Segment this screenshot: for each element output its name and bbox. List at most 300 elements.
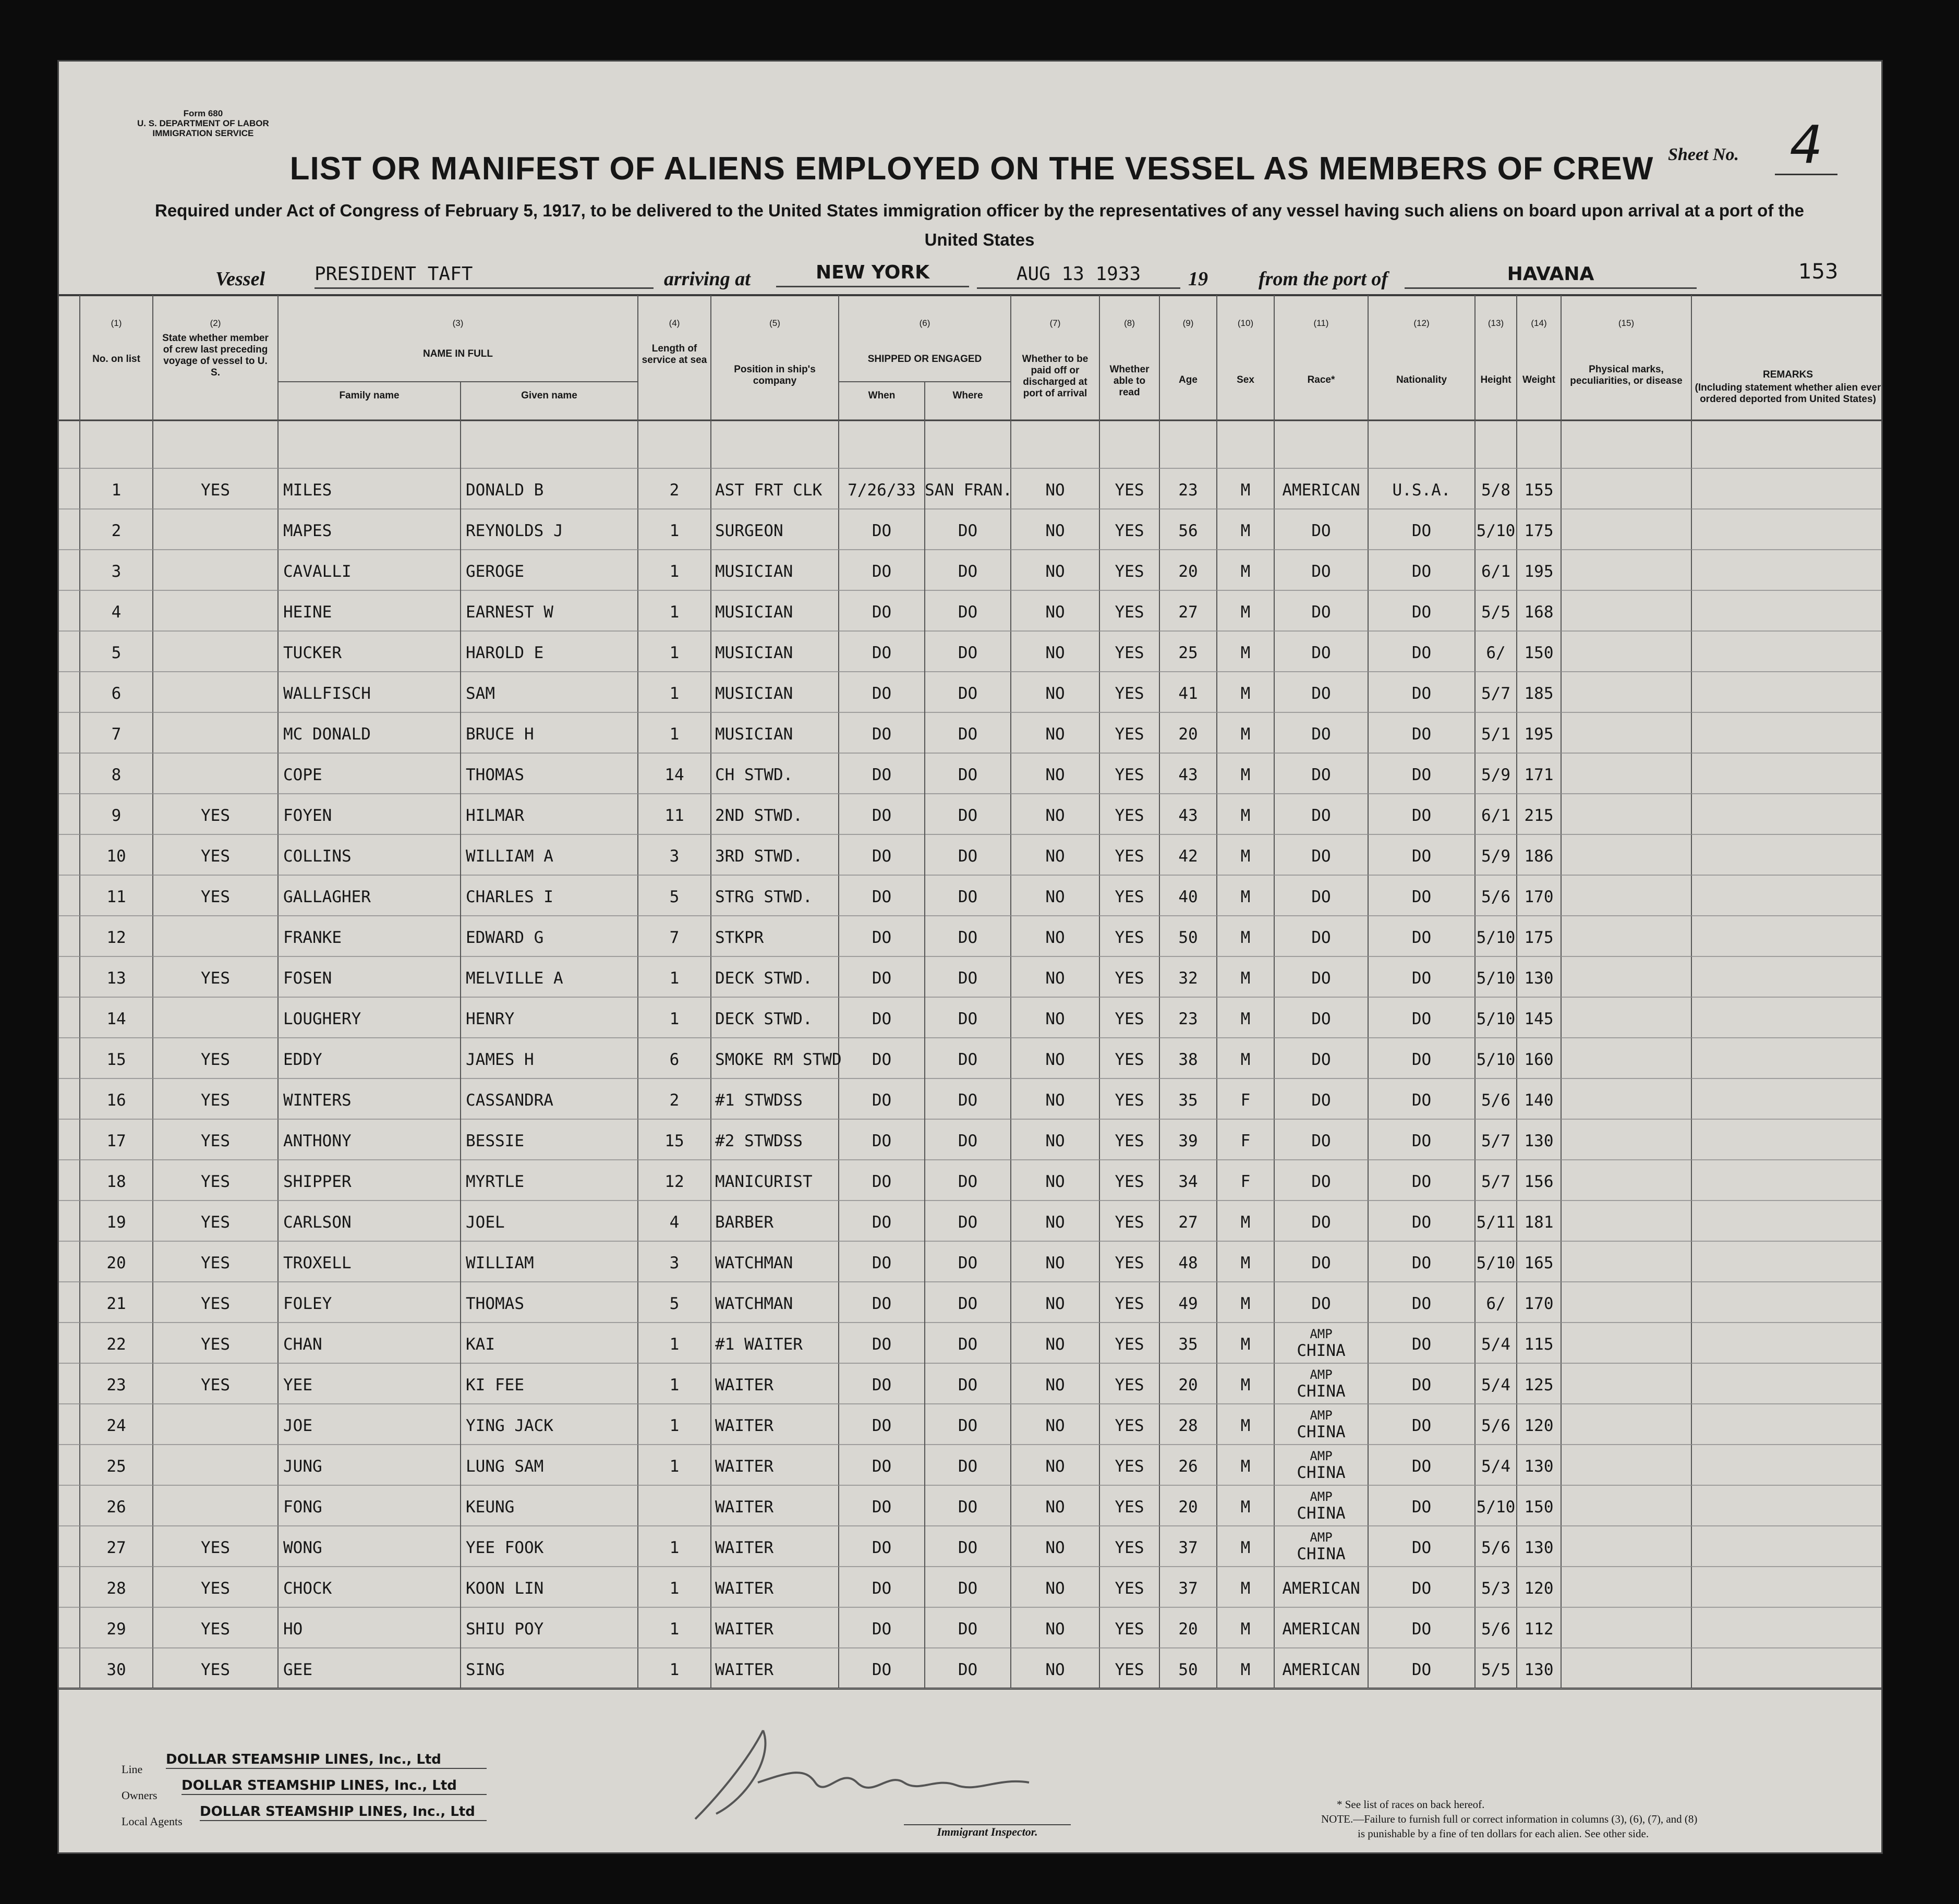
- row-family-name: ANTHONY: [283, 1132, 352, 1150]
- row-position: WAITER: [715, 1376, 773, 1394]
- row-able-to-read: YES: [1115, 1660, 1144, 1679]
- row-state: YES: [201, 1376, 230, 1394]
- row-able-to-read: YES: [1115, 1538, 1144, 1557]
- row-able-to-read: YES: [1115, 684, 1144, 703]
- row-family-name: FONG: [283, 1498, 322, 1517]
- row-number: 14: [106, 1010, 126, 1028]
- row-state: YES: [201, 1538, 230, 1557]
- row-race: DO: [1311, 928, 1331, 947]
- row-number: 24: [106, 1416, 126, 1435]
- row-position: MUSICIAN: [715, 644, 793, 662]
- row-weight: 215: [1524, 806, 1554, 825]
- row-length-of-service: 1: [669, 1620, 680, 1639]
- row-where: DO: [958, 847, 978, 866]
- column-number: (10): [1237, 318, 1254, 328]
- form-number: Form 680: [183, 108, 223, 118]
- row-sex: M: [1240, 1416, 1251, 1435]
- row-when: DO: [872, 644, 892, 662]
- row-sex: M: [1240, 1579, 1251, 1598]
- column-number: (15): [1618, 318, 1635, 328]
- row-when: DO: [872, 1660, 892, 1679]
- row-length-of-service: 5: [669, 1294, 680, 1313]
- row-length-of-service: 1: [669, 1660, 680, 1679]
- row-nationality: DO: [1411, 1538, 1432, 1557]
- row-family-name: HEINE: [283, 603, 332, 622]
- row-given-name: CASSANDRA: [466, 1091, 553, 1110]
- row-race: DO: [1311, 1050, 1331, 1069]
- row-sex: M: [1240, 1498, 1251, 1517]
- row-number: 29: [106, 1620, 126, 1639]
- row-race: DO: [1311, 1172, 1331, 1191]
- row-length-of-service: 12: [664, 1172, 684, 1191]
- row-able-to-read: YES: [1115, 603, 1144, 622]
- row-position: WATCHMAN: [715, 1254, 793, 1272]
- date-field: [977, 261, 1180, 289]
- row-height: 6/: [1486, 644, 1506, 662]
- row-weight: 130: [1524, 1660, 1554, 1679]
- row-number: 28: [106, 1579, 126, 1598]
- row-given-name: GEROGE: [466, 562, 524, 581]
- row-given-name: THOMAS: [466, 766, 524, 784]
- header-when: When: [868, 390, 896, 401]
- row-where: DO: [958, 1579, 978, 1598]
- row-length-of-service: 7: [669, 928, 680, 947]
- row-sex: M: [1240, 806, 1251, 825]
- row-given-name: EDWARD G: [466, 928, 544, 947]
- row-race: DO: [1311, 1254, 1331, 1272]
- row-where: SAN FRAN.: [925, 481, 1012, 500]
- row-able-to-read: YES: [1115, 1213, 1144, 1232]
- row-able-to-read: YES: [1115, 1579, 1144, 1598]
- row-height: 5/6: [1481, 1620, 1510, 1639]
- row-nationality: DO: [1411, 1416, 1432, 1435]
- row-age: 20: [1178, 562, 1198, 581]
- row-weight: 181: [1524, 1213, 1554, 1232]
- row-paid-off: NO: [1045, 1050, 1065, 1069]
- row-nationality: DO: [1411, 1335, 1432, 1354]
- row-nationality: DO: [1411, 766, 1432, 784]
- row-age: 49: [1178, 1294, 1198, 1313]
- row-number: 30: [106, 1660, 126, 1679]
- row-position: SMOKE RM STWD: [715, 1050, 842, 1069]
- header-state-preceding-voyage: State whether member of crew last preceding voyage of vessel to U. S.: [162, 333, 269, 378]
- row-where: DO: [958, 1050, 978, 1069]
- row-weight: 160: [1524, 1050, 1554, 1069]
- row-sex: M: [1240, 644, 1251, 662]
- owners-label: Owners: [122, 1789, 158, 1802]
- column-number: (13): [1488, 318, 1504, 328]
- arrival-port: NEW YORK: [776, 260, 969, 287]
- row-weight: 130: [1524, 1538, 1554, 1557]
- header-length-of-service: Length of service at sea: [642, 343, 707, 366]
- row-position: WAITER: [715, 1620, 773, 1639]
- row-nationality: DO: [1411, 1294, 1432, 1313]
- row-weight: 150: [1524, 1498, 1554, 1517]
- column-number: (5): [769, 318, 780, 328]
- row-weight: 175: [1524, 522, 1554, 540]
- row-number: 17: [106, 1132, 126, 1150]
- row-sex: F: [1240, 1091, 1251, 1110]
- header-able-to-read: Whether able to read: [1109, 364, 1150, 398]
- column-number: (12): [1413, 318, 1430, 328]
- row-family-name: TUCKER: [283, 644, 342, 662]
- arriving-field: [776, 260, 969, 287]
- penalty-note-cont: is punishable by a fine of ten dollars for each alien. See other side.: [1358, 1827, 1649, 1840]
- row-able-to-read: YES: [1115, 1457, 1144, 1476]
- header-where: Where: [952, 390, 983, 401]
- row-where: DO: [958, 1335, 978, 1354]
- row-position: CH STWD.: [715, 766, 793, 784]
- row-able-to-read: YES: [1115, 928, 1144, 947]
- row-able-to-read: YES: [1115, 644, 1144, 662]
- row-length-of-service: 4: [669, 1213, 680, 1232]
- row-sex: M: [1240, 1457, 1251, 1476]
- header-family-name: Family name: [339, 390, 400, 401]
- row-paid-off: NO: [1045, 1457, 1065, 1476]
- row-when: DO: [872, 1620, 892, 1639]
- row-race: DO: [1311, 1010, 1331, 1028]
- row-age: 35: [1178, 1091, 1198, 1110]
- row-when: DO: [872, 1091, 892, 1110]
- row-given-name: BRUCE H: [466, 725, 534, 744]
- inspector-label: Immigrant Inspector.: [904, 1824, 1071, 1839]
- row-number: 7: [111, 725, 122, 744]
- row-able-to-read: YES: [1115, 1050, 1144, 1069]
- row-state: YES: [201, 1579, 230, 1598]
- row-height: 6/1: [1481, 562, 1510, 581]
- vessel-field: [315, 261, 654, 289]
- row-state: YES: [201, 1294, 230, 1313]
- header-name-in-full: NAME IN FULL: [422, 348, 493, 359]
- row-length-of-service: 1: [669, 562, 680, 581]
- row-race: DO: [1311, 847, 1331, 866]
- row-given-name: LUNG SAM: [466, 1457, 544, 1476]
- row-length-of-service: 3: [669, 847, 680, 866]
- row-given-name: CHARLES I: [466, 888, 553, 906]
- row-height: 5/4: [1481, 1376, 1510, 1394]
- header-remarks: REMARKS: [1762, 369, 1813, 380]
- row-nationality: DO: [1411, 1660, 1432, 1679]
- column-number: (1): [111, 318, 122, 328]
- row-race: CHINA: [1297, 1463, 1346, 1482]
- row-nationality: DO: [1411, 1132, 1432, 1150]
- row-race: AMERICAN: [1282, 1579, 1360, 1598]
- row-paid-off: NO: [1045, 684, 1065, 703]
- row-where: DO: [958, 1620, 978, 1639]
- row-position: WAITER: [715, 1660, 773, 1679]
- row-race: DO: [1311, 806, 1331, 825]
- row-family-name: LOUGHERY: [283, 1010, 361, 1028]
- row-when: DO: [872, 1050, 892, 1069]
- row-weight: 112: [1524, 1620, 1554, 1639]
- row-nationality: DO: [1411, 644, 1432, 662]
- row-paid-off: NO: [1045, 562, 1065, 581]
- row-height: 5/6: [1481, 1091, 1510, 1110]
- row-weight: 175: [1524, 928, 1554, 947]
- row-height: 5/7: [1481, 1172, 1510, 1191]
- column-number: (4): [669, 318, 680, 328]
- row-family-name: CHAN: [283, 1335, 322, 1354]
- row-family-name: CARLSON: [283, 1213, 352, 1232]
- row-race: DO: [1311, 969, 1331, 988]
- row-family-name: GEE: [283, 1660, 312, 1679]
- row-age: 42: [1178, 847, 1198, 866]
- header-shipped-or-engaged: SHIPPED OR ENGAGED: [867, 354, 982, 365]
- row-family-name: SHIPPER: [283, 1172, 352, 1191]
- row-nationality: DO: [1411, 603, 1432, 622]
- row-length-of-service: 1: [669, 684, 680, 703]
- row-sex: M: [1240, 1254, 1251, 1272]
- row-sex: M: [1240, 522, 1251, 540]
- local-agents-label: Local Agents: [122, 1815, 183, 1828]
- row-number: 9: [111, 806, 122, 825]
- row-family-name: WINTERS: [283, 1091, 352, 1110]
- row-given-name: MYRTLE: [466, 1172, 524, 1191]
- row-height: 5/7: [1481, 1132, 1510, 1150]
- row-height: 5/9: [1481, 766, 1510, 784]
- row-nationality: DO: [1411, 1579, 1432, 1598]
- row-able-to-read: YES: [1115, 847, 1144, 866]
- row-length-of-service: 1: [669, 644, 680, 662]
- row-age: 25: [1178, 644, 1198, 662]
- row-number: 16: [106, 1091, 126, 1110]
- row-state: YES: [201, 1660, 230, 1679]
- row-position: WAITER: [715, 1416, 773, 1435]
- row-length-of-service: 1: [669, 1416, 680, 1435]
- row-paid-off: NO: [1045, 644, 1065, 662]
- row-position: STKPR: [715, 928, 764, 947]
- row-race: CHINA: [1297, 1423, 1346, 1441]
- row-length-of-service: 1: [669, 1335, 680, 1354]
- arrival-date: AUG 13 1933: [977, 261, 1180, 289]
- row-state: YES: [201, 1335, 230, 1354]
- row-nationality: DO: [1411, 1620, 1432, 1639]
- row-given-name: WILLIAM A: [466, 847, 553, 866]
- row-paid-off: NO: [1045, 1172, 1065, 1191]
- row-race: AMERICAN: [1282, 1620, 1360, 1639]
- row-age: 28: [1178, 1416, 1198, 1435]
- departure-port: HAVANA: [1405, 261, 1697, 289]
- row-weight: 156: [1524, 1172, 1554, 1191]
- row-state: YES: [201, 847, 230, 866]
- row-where: DO: [958, 1416, 978, 1435]
- row-family-name: JOE: [283, 1416, 312, 1435]
- row-given-name: WILLIAM: [466, 1254, 534, 1272]
- row-number: 12: [106, 928, 126, 947]
- row-age: 56: [1178, 522, 1198, 540]
- row-sex: M: [1240, 1660, 1251, 1679]
- row-height: 5/1: [1481, 725, 1510, 744]
- row-number: 8: [111, 766, 122, 784]
- row-age: 37: [1178, 1579, 1198, 1598]
- row-given-name: KAI: [466, 1335, 495, 1354]
- row-paid-off: NO: [1045, 888, 1065, 906]
- row-race-annotation: AMP: [1310, 1327, 1333, 1341]
- row-height: 5/3: [1481, 1579, 1510, 1598]
- row-where: DO: [958, 603, 978, 622]
- row-race: CHINA: [1297, 1545, 1346, 1563]
- row-age: 20: [1178, 1376, 1198, 1394]
- row-family-name: MAPES: [283, 522, 332, 540]
- row-nationality: DO: [1411, 562, 1432, 581]
- row-age: 27: [1178, 603, 1198, 622]
- row-sex: M: [1240, 766, 1251, 784]
- row-family-name: MC DONALD: [283, 725, 371, 744]
- row-where: DO: [958, 1132, 978, 1150]
- row-paid-off: NO: [1045, 1335, 1065, 1354]
- row-paid-off: NO: [1045, 1010, 1065, 1028]
- row-position: #1 WAITER: [715, 1335, 803, 1354]
- row-age: 23: [1178, 1010, 1198, 1028]
- row-given-name: THOMAS: [466, 1294, 524, 1313]
- row-family-name: GALLAGHER: [283, 888, 371, 906]
- header-remarks-sub: (Including statement whether alien ever ordered deported from United States): [1695, 382, 1881, 405]
- row-weight: 155: [1524, 481, 1554, 500]
- row-where: DO: [958, 1660, 978, 1679]
- row-paid-off: NO: [1045, 603, 1065, 622]
- row-state: YES: [201, 1213, 230, 1232]
- row-position: 2ND STWD.: [715, 806, 803, 825]
- row-length-of-service: 2: [669, 1091, 680, 1110]
- row-family-name: HO: [283, 1620, 303, 1639]
- row-when: DO: [872, 1132, 892, 1150]
- row-given-name: JOEL: [466, 1213, 505, 1232]
- row-length-of-service: 1: [669, 1457, 680, 1476]
- row-weight: 130: [1524, 1132, 1554, 1150]
- row-sex: F: [1240, 1172, 1251, 1191]
- row-where: DO: [958, 1457, 978, 1476]
- row-height: 5/10: [1476, 522, 1516, 540]
- row-race: AMERICAN: [1282, 1660, 1360, 1679]
- row-race: DO: [1311, 603, 1331, 622]
- row-weight: 140: [1524, 1091, 1554, 1110]
- row-height: 5/10: [1476, 1254, 1516, 1272]
- row-race: CHINA: [1297, 1504, 1346, 1523]
- row-when: DO: [872, 1579, 892, 1598]
- row-able-to-read: YES: [1115, 1498, 1144, 1517]
- row-weight: 130: [1524, 1457, 1554, 1476]
- row-height: 5/7: [1481, 684, 1510, 703]
- row-able-to-read: YES: [1115, 1132, 1144, 1150]
- row-weight: 120: [1524, 1579, 1554, 1598]
- row-able-to-read: YES: [1115, 969, 1144, 988]
- line-name: DOLLAR STEAMSHIP LINES, Inc., Ltd: [166, 1751, 487, 1769]
- row-race: CHINA: [1297, 1341, 1346, 1360]
- row-length-of-service: 1: [669, 1579, 680, 1598]
- header-race: Race*: [1307, 374, 1335, 385]
- row-sex: M: [1240, 888, 1251, 906]
- row-age: 48: [1178, 1254, 1198, 1272]
- row-length-of-service: 3: [669, 1254, 680, 1272]
- row-sex: M: [1240, 481, 1251, 500]
- column-number: (6): [919, 318, 930, 328]
- row-race: DO: [1311, 644, 1331, 662]
- row-length-of-service: 1: [669, 969, 680, 988]
- owners-name: DOLLAR STEAMSHIP LINES, Inc., Ltd: [182, 1777, 487, 1795]
- row-paid-off: NO: [1045, 1416, 1065, 1435]
- row-length-of-service: 1: [669, 1538, 680, 1557]
- from-port-field: [1405, 261, 1697, 289]
- row-weight: 186: [1524, 847, 1554, 866]
- row-height: 5/10: [1476, 1010, 1516, 1028]
- row-nationality: DO: [1411, 1376, 1432, 1394]
- row-where: DO: [958, 766, 978, 784]
- row-where: DO: [958, 1538, 978, 1557]
- row-nationality: DO: [1411, 1457, 1432, 1476]
- row-height: 5/5: [1481, 1660, 1510, 1679]
- row-weight: 120: [1524, 1416, 1554, 1435]
- header-nationality: Nationality: [1396, 374, 1447, 385]
- races-note: * See list of races on back hereof.: [1337, 1798, 1485, 1811]
- row-nationality: DO: [1411, 684, 1432, 703]
- row-age: 39: [1178, 1132, 1198, 1150]
- row-weight: 170: [1524, 1294, 1554, 1313]
- row-sex: M: [1240, 1335, 1251, 1354]
- row-position: WAITER: [715, 1538, 773, 1557]
- row-where: DO: [958, 1294, 978, 1313]
- row-when: DO: [872, 1213, 892, 1232]
- row-length-of-service: 1: [669, 1376, 680, 1394]
- row-when: DO: [872, 766, 892, 784]
- row-position: WAITER: [715, 1498, 773, 1517]
- row-height: 5/5: [1481, 603, 1510, 622]
- row-number: 20: [106, 1254, 126, 1272]
- row-when: DO: [872, 928, 892, 947]
- row-height: 5/6: [1481, 888, 1510, 906]
- row-race-annotation: AMP: [1310, 1367, 1333, 1382]
- row-sex: M: [1240, 1294, 1251, 1313]
- row-paid-off: NO: [1045, 1294, 1065, 1313]
- row-able-to-read: YES: [1115, 522, 1144, 540]
- row-paid-off: NO: [1045, 1213, 1065, 1232]
- row-given-name: KI FEE: [466, 1376, 524, 1394]
- row-age: 35: [1178, 1335, 1198, 1354]
- row-age: 43: [1178, 806, 1198, 825]
- row-able-to-read: YES: [1115, 481, 1144, 500]
- row-family-name: COLLINS: [283, 847, 352, 866]
- row-family-name: FRANKE: [283, 928, 342, 947]
- row-able-to-read: YES: [1115, 1294, 1144, 1313]
- row-nationality: DO: [1411, 1498, 1432, 1517]
- row-paid-off: NO: [1045, 1579, 1065, 1598]
- row-sex: M: [1240, 725, 1251, 744]
- column-number: (2): [210, 318, 221, 328]
- row-sex: M: [1240, 603, 1251, 622]
- row-length-of-service: 1: [669, 1010, 680, 1028]
- row-when: DO: [872, 1457, 892, 1476]
- row-able-to-read: YES: [1115, 888, 1144, 906]
- row-height: 5/4: [1481, 1335, 1510, 1354]
- row-paid-off: NO: [1045, 522, 1065, 540]
- row-able-to-read: YES: [1115, 1010, 1144, 1028]
- column-number: (11): [1313, 318, 1329, 328]
- row-length-of-service: 14: [664, 766, 684, 784]
- row-family-name: FOYEN: [283, 806, 332, 825]
- row-able-to-read: YES: [1115, 766, 1144, 784]
- page-subtitle: Required under Act of Congress of February 5, 1917, to be delivered to the United States immigration officer by the representatives of any vessel having such aliens on board upon arrival at a port of the United States: [154, 201, 1804, 249]
- row-family-name: CAVALLI: [283, 562, 352, 581]
- row-number: 21: [106, 1294, 126, 1313]
- row-height: 5/6: [1481, 1416, 1510, 1435]
- row-when: DO: [872, 603, 892, 622]
- row-paid-off: NO: [1045, 847, 1065, 866]
- row-family-name: FOSEN: [283, 969, 332, 988]
- manifest-sheet: [57, 60, 1883, 1854]
- form-service: IMMIGRATION SERVICE: [152, 128, 254, 138]
- row-race: DO: [1311, 888, 1331, 906]
- row-where: DO: [958, 1498, 978, 1517]
- row-paid-off: NO: [1045, 1538, 1065, 1557]
